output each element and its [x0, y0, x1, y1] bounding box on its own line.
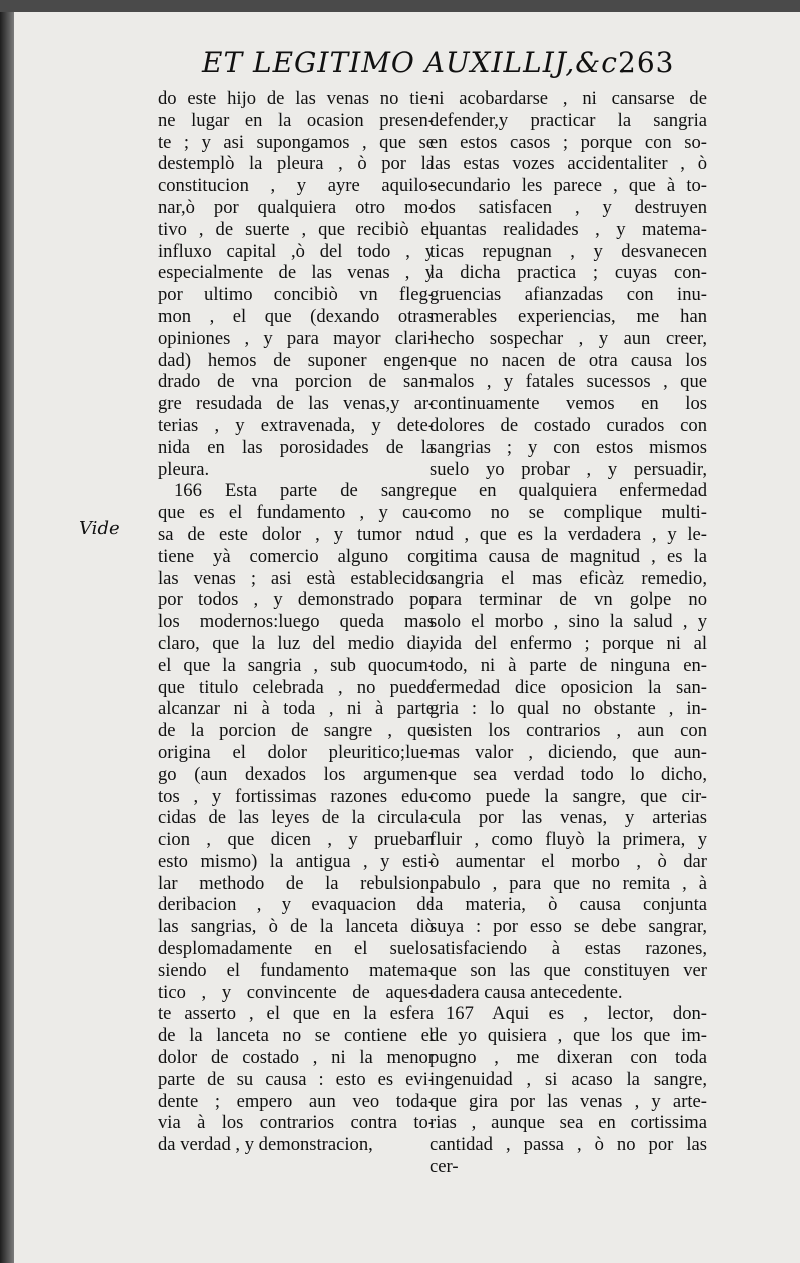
- text-line: tivo , de suerte , que recibiò el: [158, 218, 434, 240]
- text-line: que no nacen de otra causa los: [430, 349, 707, 371]
- text-line: la dicha practica ; cuyas con-: [430, 262, 707, 284]
- text-line: la materia, ò causa conjunta: [430, 894, 707, 916]
- text-line: mon , el que (dexando otras: [158, 305, 434, 327]
- text-line: da verdad , y demonstracion,: [158, 1134, 373, 1156]
- text-line: todo, ni à parte de ninguna en-: [430, 654, 707, 676]
- text-line: cula por las venas, y arterias: [430, 807, 707, 829]
- text-line: ne lugar en la ocasion presen-: [158, 109, 434, 131]
- book-page: [14, 12, 800, 1263]
- text-line: terias , y extravenada, y dete-: [158, 414, 434, 436]
- text-line: sa de este dolor , y tumor no: [158, 523, 434, 545]
- text-line: las venas ; asi està establecido: [158, 567, 434, 589]
- text-line: por todos , y demonstrado por: [158, 589, 434, 611]
- text-line: constitucion , y ayre aquilo-: [158, 175, 434, 197]
- text-line: ingenuidad , si acaso la sangre,: [430, 1068, 707, 1090]
- running-head-title: ET LEGITIMO AUXILLIJ,&c.: [202, 46, 628, 79]
- text-line: gitima causa de magnitud , es la: [430, 545, 707, 567]
- text-line: cantidad , passa , ò no por las: [430, 1134, 707, 1156]
- text-line: tud , que es la verdadera , y le-: [430, 523, 707, 545]
- text-line: siendo el fundamento matema-: [158, 959, 434, 981]
- text-line: tiene yà comercio alguno con: [158, 545, 434, 567]
- text-line: satisfaciendo à estas razones,: [430, 938, 707, 960]
- text-line: que sea verdad todo lo dicho,: [430, 763, 707, 785]
- text-line: pleura.: [158, 458, 210, 480]
- text-line: secundario les parece , que à to-: [430, 175, 707, 197]
- text-line: de yo quisiera , que los que im-: [430, 1025, 707, 1047]
- text-line: dos satisfacen , y destruyen: [430, 196, 707, 218]
- text-line: que es el fundamento , y cau-: [158, 502, 434, 524]
- text-line: cion , que dicen , y prueban: [158, 829, 434, 851]
- text-line: de la lanceta no se contiene el: [158, 1025, 434, 1047]
- text-line: esto mismo) la antigua , y esti-: [158, 850, 434, 872]
- text-line: pugno , me dixeran con toda: [430, 1047, 707, 1069]
- text-line: en estos casos ; porque con so-: [430, 131, 707, 153]
- text-line: especialmente de las venas , y: [158, 262, 434, 284]
- text-line: ò aumentar el morbo , ò dar: [430, 850, 707, 872]
- text-line: 166 Esta parte de sangre,: [174, 480, 434, 502]
- text-line: de la porcion de sangre , que: [158, 720, 434, 742]
- text-line: los modernos:luego queda mas: [158, 611, 434, 633]
- text-line: sangria el mas eficàz remedio,: [430, 567, 707, 589]
- text-line: dadera causa antecedente.: [430, 981, 623, 1003]
- text-line: gria : lo qual no obstante , in-: [430, 698, 707, 720]
- text-line: sisten los contrarios , aun con: [430, 720, 707, 742]
- text-line: el que la sangria , sub quocum-: [158, 654, 434, 676]
- margin-note: Vide: [79, 518, 120, 539]
- text-line: hecho sospechar , y aun creer,: [430, 327, 707, 349]
- text-line: via à los contrarios contra to-: [158, 1112, 434, 1134]
- text-line: dente ; empero aun veo toda-: [158, 1090, 434, 1112]
- text-line: influxo capital ,ò del todo , y: [158, 240, 434, 262]
- text-line: por ultimo concibiò vn fleg-: [158, 284, 434, 306]
- text-line: gre resudada de las venas,y ar-: [158, 393, 434, 415]
- text-line: que son las que constituyen ver: [430, 959, 707, 981]
- text-line: nar,ò por qualquiera otro mo-: [158, 196, 434, 218]
- text-line: te ; y asi supongamos , que se: [158, 131, 434, 153]
- page-number: 263: [618, 46, 675, 79]
- text-line: go (aun dexados los argumen-: [158, 763, 434, 785]
- text-line: mas valor , diciendo, que aun-: [430, 741, 707, 763]
- text-line: parte de su causa : esto es evi-: [158, 1068, 434, 1090]
- text-line: deribacion , y evaquacion de: [158, 894, 434, 916]
- text-line: las sangrias, ò de la lanceta diò: [158, 916, 434, 938]
- text-line: dolor de costado , ni la menor: [158, 1047, 434, 1069]
- text-line: 167 Aqui es , lector, don-: [446, 1003, 707, 1025]
- text-line: cidas de las leyes de la circula-: [158, 807, 434, 829]
- text-line: suya : por esso se debe sangrar,: [430, 916, 707, 938]
- text-line: desplomadamente en el suelo:: [158, 938, 434, 960]
- right-text-column: [430, 88, 707, 1178]
- text-line: ni acobardarse , ni cansarse de: [430, 88, 707, 109]
- text-line: lar methodo de la rebulsion,: [158, 872, 434, 894]
- text-line: origina el dolor pleuritico;lue-: [158, 741, 434, 763]
- text-line: do este hijo de las venas no tie-: [158, 88, 434, 109]
- text-line: defender,y practicar la sangria: [430, 109, 707, 131]
- text-line: las estas vozes accidentaliter , ò: [430, 153, 707, 175]
- text-line: suelo yo probar , y persuadir,: [430, 458, 707, 480]
- text-line: tico , y convincente de aques-: [158, 981, 434, 1003]
- text-line: claro, que la luz del medio dia,: [158, 632, 434, 654]
- text-line: fluir , como fluyò la primera, y: [430, 829, 707, 851]
- text-line: cer-: [430, 1156, 459, 1178]
- text-line: que gira por las venas , y arte-: [430, 1090, 707, 1112]
- text-line: opiniones , y para mayor clari-: [158, 327, 434, 349]
- text-line: para terminar de vn golpe no: [430, 589, 707, 611]
- text-line: nida en las porosidades de la: [158, 436, 434, 458]
- text-line: malos , y fatales sucessos , que: [430, 371, 707, 393]
- text-line: que titulo celebrada , no puede: [158, 676, 434, 698]
- text-line: pabulo , para que no remita , à: [430, 872, 707, 894]
- text-line: como puede la sangre, que cir-: [430, 785, 707, 807]
- left-text-column: [158, 88, 434, 1156]
- text-line: drado de vna porcion de san-: [158, 371, 434, 393]
- text-line: ticas repugnan , y desvanecen: [430, 240, 707, 262]
- text-line: continuamente vemos en los: [430, 393, 707, 415]
- text-line: como no se complique multi-: [430, 502, 707, 524]
- text-line: sangrias ; y con estos mismos: [430, 436, 707, 458]
- text-line: gruencias afianzadas con inu-: [430, 284, 707, 306]
- text-line: que en qualquiera enfermedad: [430, 480, 707, 502]
- text-line: solo el morbo , sino la salud , y: [430, 611, 707, 633]
- text-line: tos , y fortissimas razones edu-: [158, 785, 434, 807]
- text-line: alcanzar ni à toda , ni à parte: [158, 698, 434, 720]
- text-line: destemplò la pleura , ò por la: [158, 153, 434, 175]
- text-line: vida del enfermo ; porque ni al: [430, 632, 707, 654]
- text-line: rias , aunque sea en cortissima: [430, 1112, 707, 1134]
- text-line: quantas realidades , y matema-: [430, 218, 707, 240]
- text-line: fermedad dice oposicion la san-: [430, 676, 707, 698]
- text-line: dolores de costado curados con: [430, 414, 707, 436]
- text-line: merables experiencias, me han: [430, 305, 707, 327]
- text-line: te asserto , el que en la esfera: [158, 1003, 434, 1025]
- text-line: dad) hemos de suponer engen-: [158, 349, 434, 371]
